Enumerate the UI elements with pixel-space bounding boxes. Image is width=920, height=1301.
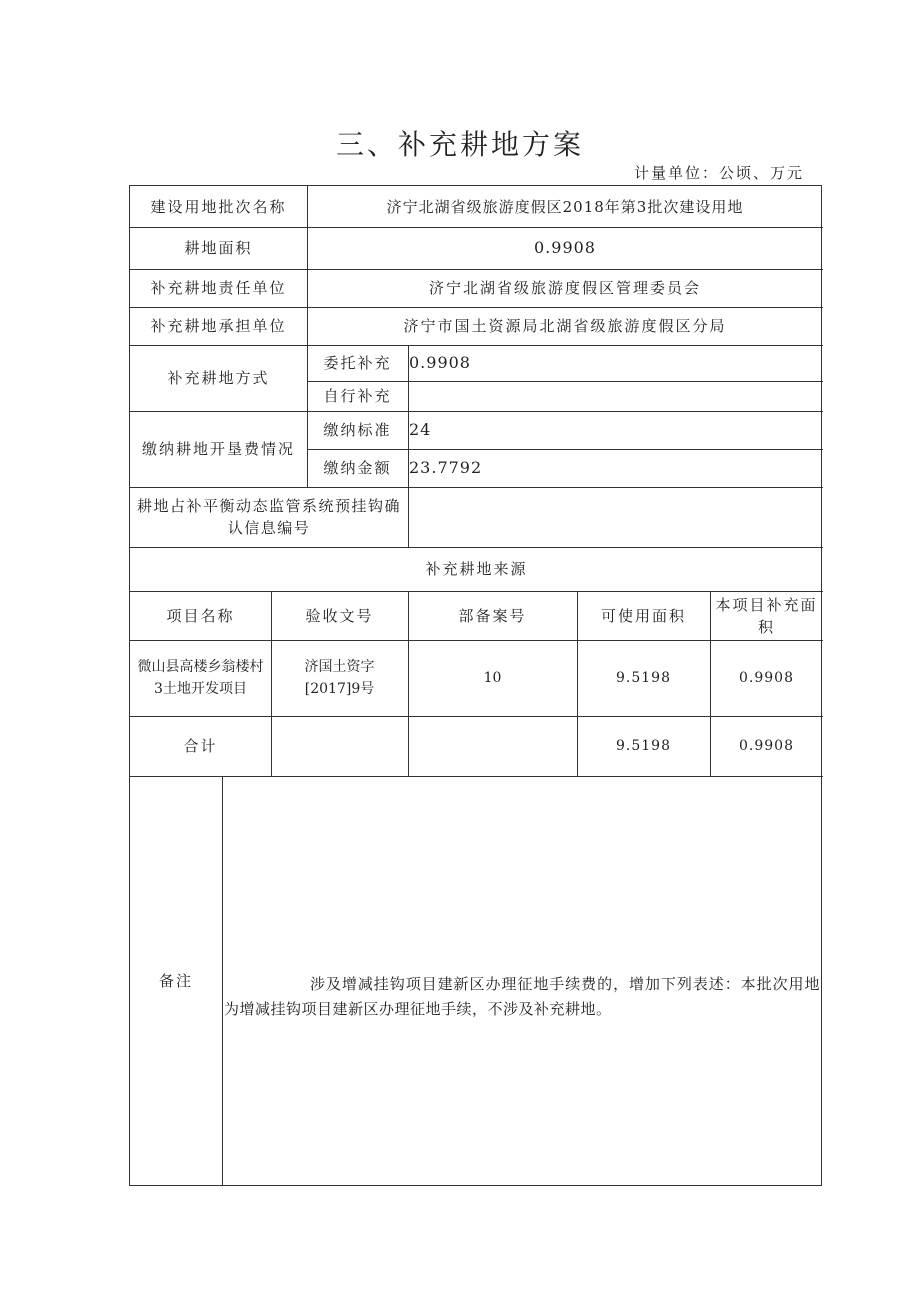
total-label: 合计 <box>183 737 218 755</box>
total-supplement-area: 0.9908 <box>739 738 794 754</box>
fee-label: 缴纳耕地开垦费情况 <box>141 440 295 458</box>
total-usable-area: 9.5198 <box>616 738 671 754</box>
self-value <box>408 381 823 411</box>
entrusted-value: 0.9908 <box>409 353 471 372</box>
fee-amount-value: 23.7792 <box>409 458 483 477</box>
area-value: 0.9908 <box>534 238 596 257</box>
col-header-record-no: 部备案号 <box>458 606 527 625</box>
farmland-plan-table <box>129 185 822 1186</box>
prehook-label: 耕地占补平衡动态监管系统预挂钩确认信息编号 <box>136 497 401 537</box>
acceptance-doc-cell: 济国土资字[2017]9号 <box>304 659 375 697</box>
measurement-unit: 计量单位：公顷、万元 <box>633 164 804 182</box>
supplement-area-cell: 0.9908 <box>739 670 794 686</box>
fee-standard-value: 24 <box>409 420 432 439</box>
total-doc-cell <box>271 716 408 776</box>
page-title: 三、补充耕地方案 <box>335 128 584 161</box>
batch-name-value: 济宁北湖省级旅游度假区2018年第3批次建设用地 <box>386 197 744 216</box>
fee-standard-label: 缴纳标准 <box>323 421 392 439</box>
responsible-unit-value: 济宁北湖省级旅游度假区管理委员会 <box>428 279 701 297</box>
project-name-cell: 微山县高楼乡翁楼村3土地开发项目 <box>137 659 264 697</box>
remarks-text: 涉及增减挂钩项目建新区办理征地手续费的，增加下列表述：本批次用地为增减挂钩项目建新区办理征地手续，不涉及补充耕地。 <box>224 975 820 1018</box>
fee-amount-label: 缴纳金额 <box>323 459 392 477</box>
entrusted-label: 委托补充 <box>323 354 392 372</box>
self-label: 自行补充 <box>323 387 392 405</box>
total-record-cell <box>408 716 577 776</box>
prehook-value <box>408 487 823 547</box>
usable-area-cell: 9.5198 <box>616 670 671 686</box>
undertaker-unit-label: 补充耕地承担单位 <box>150 317 287 335</box>
col-header-usable-area: 可使用面积 <box>600 606 686 625</box>
method-label: 补充耕地方式 <box>167 369 270 387</box>
record-no-cell: 10 <box>483 670 502 686</box>
col-header-acceptance-doc: 验收文号 <box>305 606 374 625</box>
responsible-unit-label: 补充耕地责任单位 <box>150 279 287 297</box>
area-label: 耕地面积 <box>184 239 253 257</box>
undertaker-unit-value: 济宁市国土资源局北湖省级旅游度假区分局 <box>403 317 727 335</box>
remarks-label: 备注 <box>158 972 193 990</box>
source-header: 补充耕地来源 <box>425 560 528 578</box>
col-header-project-name: 项目名称 <box>166 606 235 625</box>
col-header-supplement-area: 本项目补充面积 <box>715 595 818 636</box>
batch-name-label: 建设用地批次名称 <box>150 197 287 216</box>
